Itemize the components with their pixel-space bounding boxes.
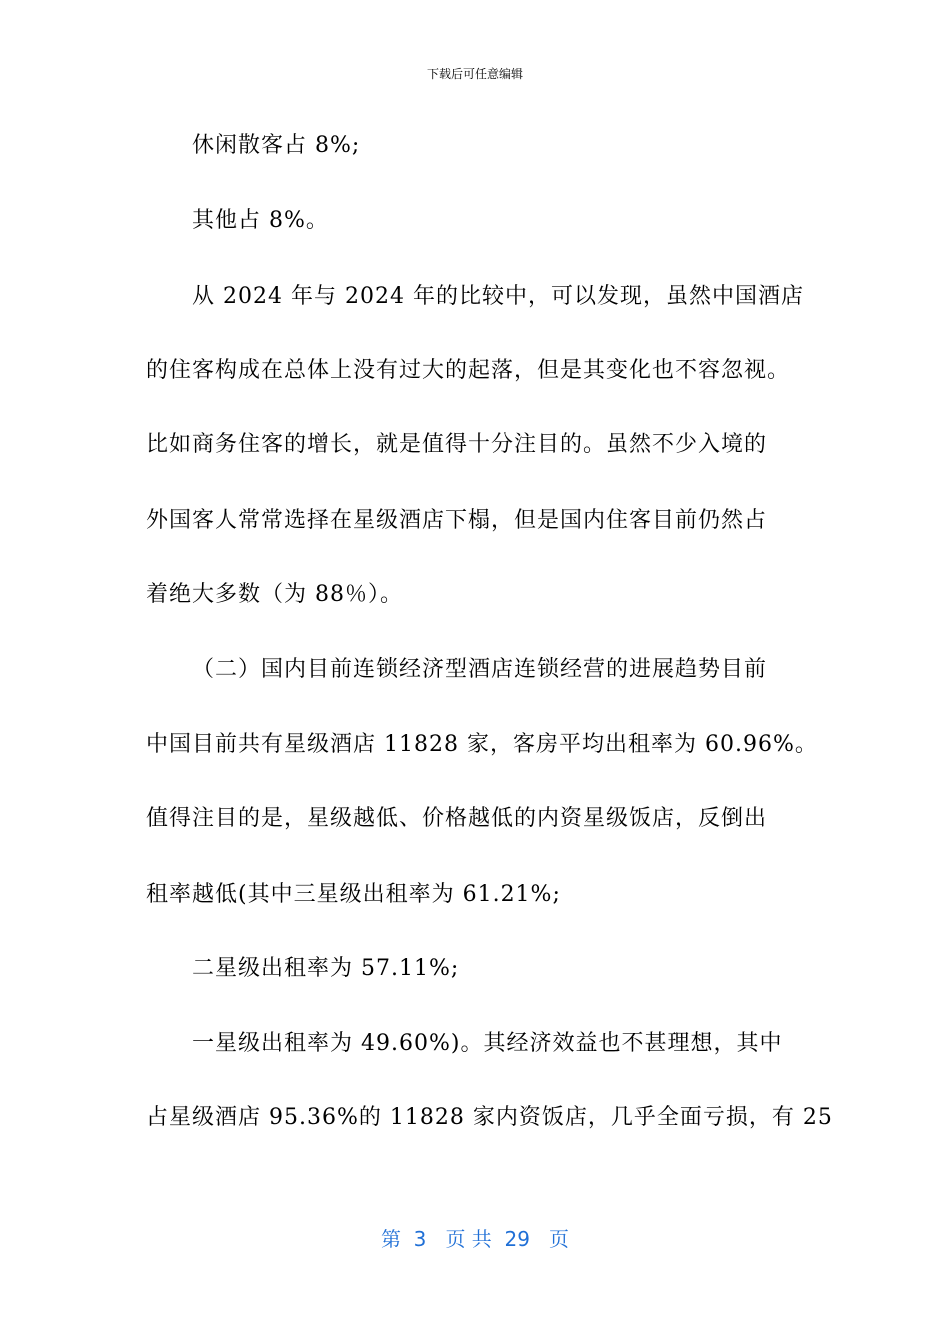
paragraph-line: 占星级酒店 95.36%的 11828 家内资饭店，几乎全面亏损，有 25	[146, 1105, 833, 1130]
paragraph-line: 其他占 8%。	[192, 208, 329, 233]
paragraph-line: 值得注目的是，星级越低、价格越低的内资星级饭店，反倒出	[146, 806, 768, 831]
paragraph-line: 中国目前共有星级酒店 11828 家，客房平均出租率为 60.96%。	[146, 732, 818, 757]
paragraph-line: 一星级出租率为 49.60%)。其经济效益也不甚理想，其中	[192, 1031, 783, 1056]
paragraph-line: 着绝大多数（为 88％）。	[146, 582, 403, 607]
paragraph-line: 的住客构成在总体上没有过大的起落，但是其变化也不容忽视。	[146, 358, 791, 383]
page-header: 下载后可任意编辑	[426, 67, 523, 81]
paragraph-line: 比如商务住客的增长，就是值得十分注目的。虽然不少入境的	[146, 432, 768, 457]
section-heading-line: （二）国内目前连锁经济型酒店连锁经营的进展趋势目前	[192, 657, 768, 682]
page-number-footer: 第 3 页 共 29 页	[380, 1227, 570, 1251]
paragraph-line: 二星级出租率为 57.11%;	[192, 956, 460, 981]
paragraph-line: 休闲散客占 8%;	[192, 133, 361, 158]
paragraph-line: 外国客人常常选择在星级酒店下榻，但是国内住客目前仍然占	[146, 508, 768, 533]
paragraph-line: 从 2024 年与 2024 年的比较中，可以发现，虽然中国酒店	[192, 284, 804, 309]
paragraph-line: 租率越低(其中三星级出租率为 61.21%;	[146, 882, 561, 907]
